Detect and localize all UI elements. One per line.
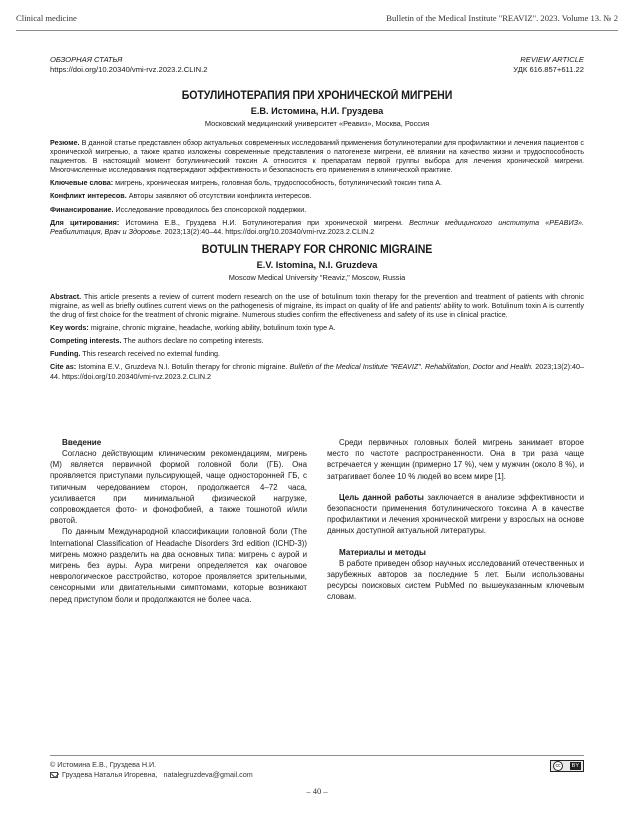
article-meta [50, 55, 584, 74]
intro-heading: Введение [62, 438, 102, 447]
funding-ru-text: Исследование проводилось без спонсорской поддержки. [115, 204, 307, 214]
funding-en-label: Funding. [50, 349, 81, 359]
conflict-ru-label: Конфликт интересов. [50, 191, 127, 201]
citation-en [50, 362, 584, 380]
citation-en-doi[interactable]: 2023;13(2):40–44. https://doi.org/10.20340/vmi-rvz.2023.2.CLIN.2 [50, 362, 585, 381]
aim-paragraph [327, 492, 584, 537]
by-label: BY [571, 763, 579, 769]
left-column [50, 437, 307, 605]
citation-ru-journal: Вестник медицинского института «РЕАВИЗ». Реабилитация, Врач и Здоровье. [50, 217, 584, 236]
cc-logo-icon: cc [553, 761, 563, 771]
abstract-en-text: This article presents a review of current modern research on the use of botulinum toxin therapy for the prevention and treatment of patients with chronic migraine, as well as briefly outlines current views on the pathogenesis of migraine, its impact on quality of life and patients' ability to work. Botulinum toxin A is currently the drug of first choice for the treatment of chronic migraine. Numerous studies confirm the effectiveness and safety of its use in clinical practice. [50, 291, 584, 320]
conflict-ru [50, 191, 584, 200]
keywords-en [50, 323, 584, 332]
copyright-line: © Истомина Е.В., Груздева Н.И. [50, 760, 157, 769]
affiliation-ru: Московский медицинский университет «Реавиз», Москва, Россия [204, 119, 430, 128]
conflict-en-label: Competing interests. [50, 336, 122, 346]
abstract-ru-text: В данной статье представлен обзор актуальных современных исследований применения ботулинотерапии для профилактики и лечения пациентов с хронической мигренью, а также кратко изложены современные представления о патогенезе мигрени, её влиянии на качество жизни и трудоспособность пациентов. В настоящий момент ботулинический токсин А относится к препаратам первой группы выбора для лечения хронической мигрени. Многочисленные исследования подтверждают эффективность и безопасность его применения в клинической практике. [50, 138, 585, 175]
article-front-matter [50, 55, 584, 385]
right-column [327, 437, 584, 605]
header-section: Clinical medicine [16, 13, 77, 23]
authors-en: E.V. Istomina, N.I. Gruzdeva [256, 259, 378, 270]
keywords-ru-label: Ключевые слова: [50, 178, 114, 188]
abstract-en-label: Abstract. [50, 291, 82, 301]
citation-en-journal: Bulletin of the Medical Institute "REAVIZ". Rehabilitation, Doctor and Health. [289, 362, 534, 372]
keywords-en-label: Key words: [50, 323, 89, 333]
article-type-en: REVIEW ARTICLE [520, 55, 584, 64]
citation-ru-authors: Истомина Е.В., Груздева Н.И. Ботулинотерапия при хронической мигрени. [125, 217, 403, 227]
aim-label: Цель данной работы [339, 492, 424, 502]
methods-heading: Материалы и методы [339, 547, 426, 557]
citation-ru-label: Для цитирования: [50, 217, 120, 227]
keywords-ru [50, 178, 584, 187]
title-ru: БОТУЛИНОТЕРАПИЯ ПРИ ХРОНИЧЕСКОЙ МИГРЕНИ [181, 90, 453, 102]
citation-en-authors: Istomina E.V., Gruzdeva N.I. Botulin therapy for chronic migraine. [78, 362, 288, 372]
article-type-ru: ОБЗОРНАЯ СТАТЬЯ [50, 55, 123, 64]
conflict-en [50, 336, 584, 345]
contact-line [50, 770, 584, 780]
funding-en-text: This research received no external funding. [82, 349, 221, 359]
conflict-ru-text: Авторы заявляют об отсутствии конфликта интересов. [128, 191, 312, 201]
contact-name: Груздева Наталья Игоревна, [62, 769, 158, 779]
udk-code: УДК 616.857+611.22 [513, 64, 584, 74]
cc-by-license-badge[interactable] [550, 760, 584, 772]
contact-email[interactable]: natalegruzdeva@gmail.com [163, 769, 253, 779]
aim-text: заключается в анализе эффективности и безопасности применения ботулинического токсина А в качестве профилактики и лечения хронической мигрени у взрослых на основе данных доступной актуальной литературы. [327, 492, 584, 536]
intro-paragraph-1: Согласно действующим клиническим рекомендациям, мигрень (М) является первичной формой головной боли (ГБ). Она проявляется приступами пульсирующей, чаще односторонней ГБ, с типичным чередованием сторон, продолжается 4–72 часа, усиливается при минимальной физической нагрузке, сопровождается фото- и фонофобией, а также тошнотой и/или рвотой. [50, 449, 307, 526]
funding-ru-label: Финансирование. [50, 204, 114, 214]
running-header [16, 6, 618, 31]
header-journal: Bulletin of the Medical Institute "REAVIZ". 2023. Volume 13. № 2 [386, 13, 618, 23]
page-footer [50, 755, 584, 779]
abstract-ru [50, 138, 584, 174]
affiliation-en: Moscow Medical University "Reaviz," Moscow, Russia [228, 272, 406, 282]
methods-paragraph: В работе приведен обзор научных исследований отечественных и зарубежных авторов за последние 5 лет. Были использованы ресурсы поисковых систем PubMed по вышеуказанным ключевым словам. [327, 558, 584, 602]
citation-ru-doi[interactable]: 2023;13(2):40–44. https://doi.org/10.20340/vmi-rvz.2023.2.CLIN.2 [164, 226, 375, 236]
title-en: BOTULIN THERAPY FOR CHRONIC MIGRAINE [201, 243, 433, 256]
keywords-en-text: migraine, chronic migraine, headache, working ability, botulinum toxin type A. [90, 323, 336, 333]
page-number: – 40 – [306, 786, 328, 796]
abstract-ru-label: Резюме. [50, 138, 80, 147]
citation-ru [50, 218, 584, 236]
intro-paragraph-2: По данным Международной классификации головной боли (The International Classification of Headache Disorders 3rd edition (ICHD-3)) мигрень можно разделить на два основных типа: мигрень с аурой и мигрень без ауры. Аура мигрени определяется как очаговое неврологическое расстройство, которое проявляется зрительными, сенсорными или двигательными симптомами, которые возникают перед приступом боли и продолжаются не более часа. [50, 527, 307, 604]
envelope-icon [50, 772, 58, 778]
authors-ru: Е.В. Истомина, Н.И. Груздева [250, 106, 384, 116]
doi-link[interactable]: https://doi.org/10.20340/vmi-rvz.2023.2.CLIN.2 [50, 64, 208, 74]
funding-en [50, 349, 584, 358]
funding-ru [50, 205, 584, 214]
abstract-en [50, 292, 584, 319]
body-columns [50, 437, 584, 605]
prevalence-paragraph: Среди первичных головных болей мигрень занимает второе место по частоте распространенности. Она в три раза чаще встречается у женщин (примерно 17 %), чем у мужчин (около 8 %), и затрагивает более 10 % людей во всем мире [1]. [327, 438, 584, 481]
keywords-ru-text: мигрень, хроническая мигрень, головная боль, трудоспособность, ботулинический токсин типа А. [115, 178, 442, 188]
citation-en-label: Cite as: [50, 362, 77, 372]
conflict-en-text: The authors declare no competing interests. [123, 336, 264, 346]
